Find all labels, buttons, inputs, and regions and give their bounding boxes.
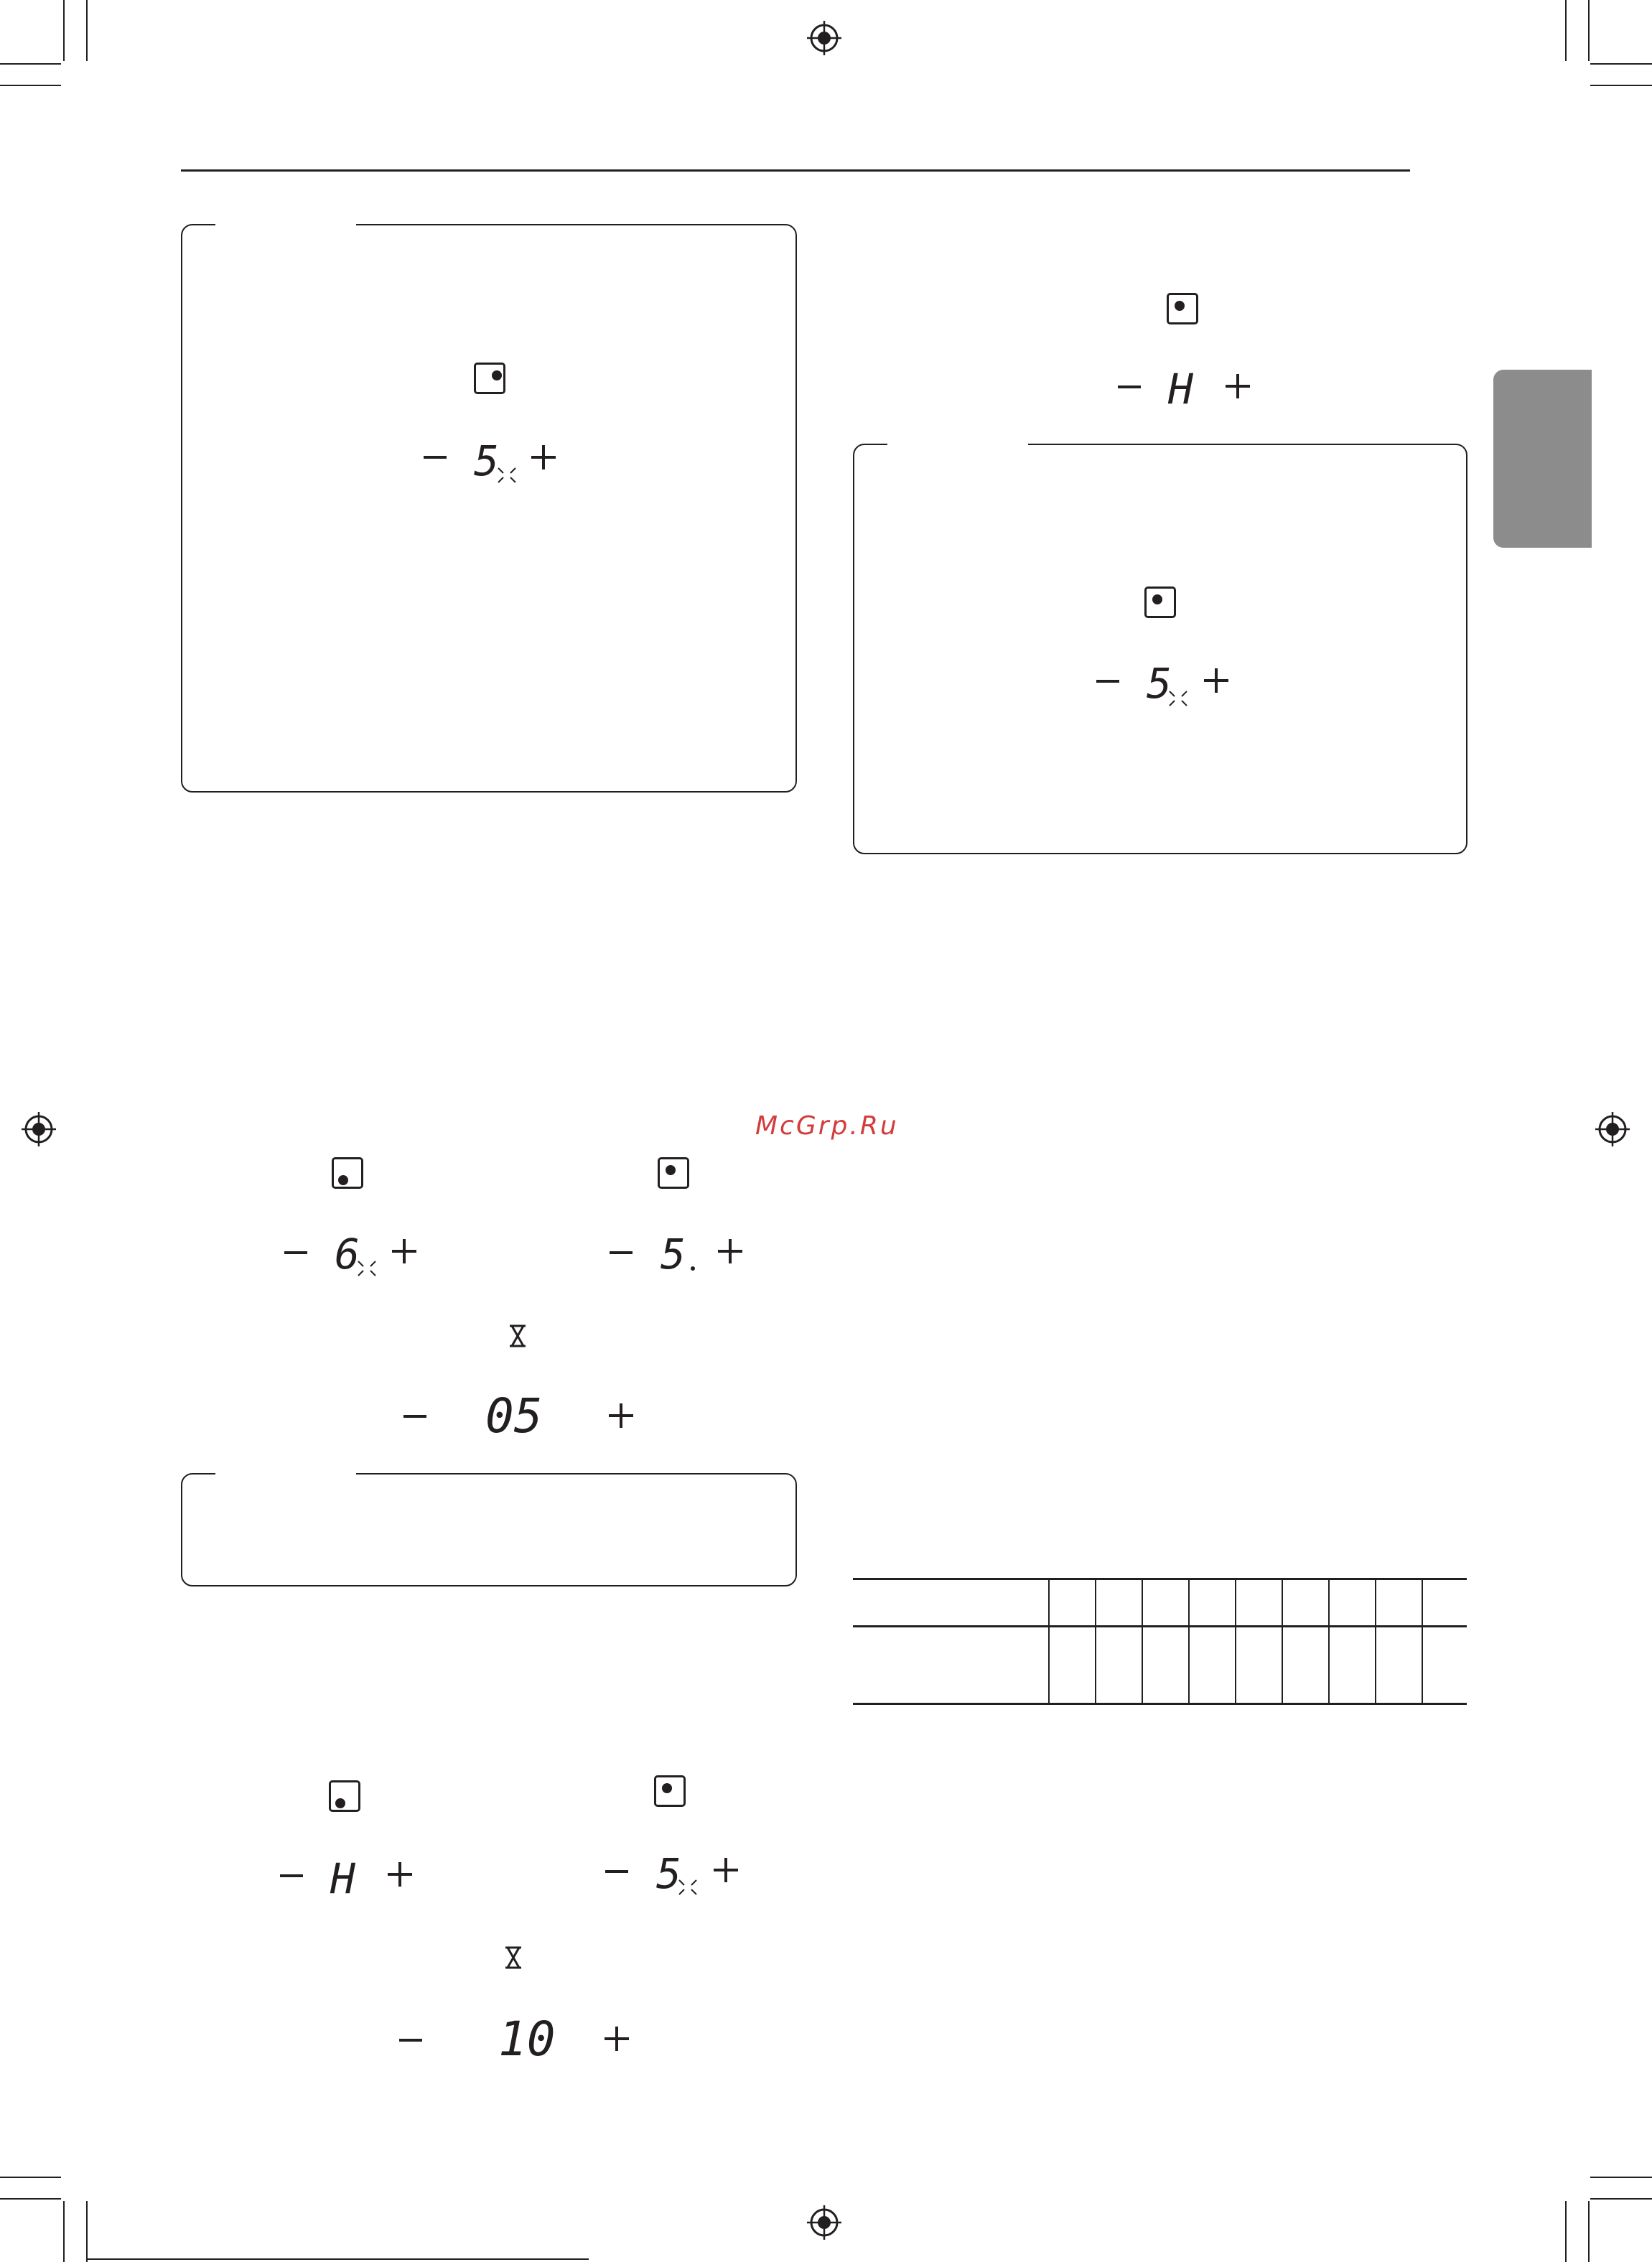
- registration-mark-icon: [1594, 1111, 1631, 1148]
- bottom-rule: [86, 2258, 589, 2260]
- registration-mark-icon: [806, 19, 843, 57]
- level-digit: 5: [1147, 659, 1172, 708]
- minus-icon: [403, 1415, 426, 1418]
- level-display: [1168, 365, 1204, 413]
- header-rule: [181, 169, 1410, 172]
- level-digit: 6: [335, 1230, 360, 1279]
- plus-icon: [531, 445, 556, 469]
- timer-display: [485, 1388, 564, 1444]
- plus-icon: [718, 1239, 742, 1263]
- cooking-zone-icon: [654, 1775, 686, 1807]
- plus-icon: [1204, 668, 1228, 693]
- note-box: [853, 444, 1467, 854]
- trim-mark: [86, 2201, 88, 2262]
- trim-mark: [63, 0, 65, 61]
- minus-icon: [610, 1251, 633, 1254]
- blink-icon: [497, 467, 517, 484]
- watermark: McGrp.Ru: [755, 1111, 899, 1141]
- registration-mark-icon: [806, 2204, 843, 2241]
- hourglass-icon: [504, 1946, 523, 1969]
- cooking-zone-icon: [1144, 586, 1176, 618]
- cooking-zone-icon: [332, 1157, 363, 1189]
- plus-icon: [714, 1858, 738, 1882]
- trim-mark: [1590, 63, 1652, 65]
- minus-icon: [284, 1251, 307, 1254]
- plus-icon: [388, 1862, 412, 1887]
- plus-icon: [609, 1403, 633, 1428]
- blink-icon: [1168, 690, 1188, 707]
- cooking-zone-icon: [474, 363, 505, 394]
- plus-icon: [605, 2027, 629, 2051]
- trim-mark: [1565, 0, 1567, 61]
- timer-display: [498, 2011, 577, 2067]
- cooking-zone-icon: [1167, 293, 1198, 324]
- trim-mark: [0, 2198, 61, 2200]
- minus-icon: [399, 2039, 422, 2042]
- note-box: [181, 224, 797, 793]
- cooking-zone-icon: [329, 1780, 360, 1812]
- trim-mark: [1588, 2201, 1590, 2262]
- blink-icon: [678, 1879, 698, 1896]
- level-digit: H: [330, 1854, 355, 1903]
- minus-icon: [280, 1874, 303, 1877]
- trim-mark: [86, 0, 88, 61]
- level-digit: 5: [474, 436, 499, 485]
- trim-mark: [1590, 2198, 1652, 2200]
- note-box: [181, 1473, 797, 1586]
- cooking-zone-icon: [658, 1157, 689, 1189]
- minus-icon: [605, 1870, 628, 1873]
- plus-icon: [392, 1239, 416, 1263]
- trim-mark: [1565, 2201, 1567, 2262]
- plus-icon: [1226, 374, 1250, 398]
- registration-mark-icon: [20, 1111, 57, 1148]
- section-tab: [1493, 370, 1592, 548]
- level-digit: H: [1168, 365, 1193, 413]
- level-digit: 5: [661, 1230, 686, 1279]
- minus-icon: [424, 456, 447, 459]
- timer-digits: 10: [498, 2011, 556, 2067]
- trim-mark: [1590, 85, 1652, 86]
- note-box-label-gap: [215, 221, 356, 227]
- trim-mark: [1590, 2177, 1652, 2178]
- decimal-point: [691, 1266, 695, 1271]
- level-digit: 5: [656, 1849, 681, 1898]
- minus-icon: [1118, 385, 1141, 388]
- note-box-label-gap: [215, 1470, 356, 1476]
- trim-mark: [0, 85, 61, 86]
- blink-icon: [357, 1260, 377, 1277]
- hourglass-icon: [508, 1324, 527, 1347]
- note-box-label-gap: [887, 441, 1028, 447]
- trim-mark: [0, 2177, 61, 2178]
- trim-mark: [0, 63, 61, 65]
- minus-icon: [1096, 680, 1119, 683]
- timer-digits: 05: [485, 1388, 543, 1444]
- data-table: [853, 1578, 1467, 1705]
- level-display: [330, 1854, 366, 1903]
- trim-mark: [63, 2201, 65, 2262]
- trim-mark: [1588, 0, 1590, 61]
